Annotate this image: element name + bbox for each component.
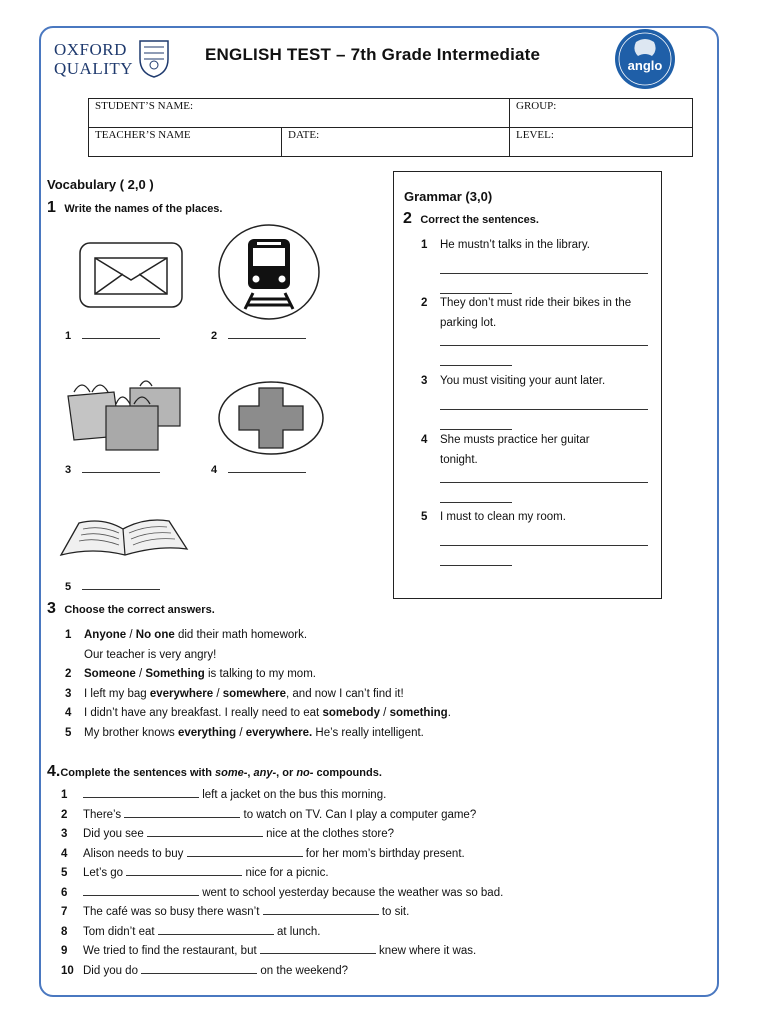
q4-blank-10[interactable] (141, 973, 257, 974)
grammar-answer-3a[interactable] (440, 409, 648, 410)
q4-blank-5[interactable] (126, 875, 242, 876)
q4-item-4-pre: Alison needs to buy (83, 847, 187, 860)
grammar-item-2 (421, 293, 656, 373)
q4-item-10-num: 10 (61, 964, 74, 977)
q3-list (65, 626, 451, 743)
q4-or: , or (276, 767, 297, 779)
q4-item-7-post: to sit. (378, 906, 410, 918)
q4-blank-3[interactable] (147, 836, 263, 837)
grammar-answer-5a[interactable] (440, 545, 648, 546)
q4-item-2 (61, 806, 503, 826)
level-cell[interactable]: LEVEL: (510, 128, 693, 157)
q1-number: 1 (47, 199, 56, 216)
q4-item-10-post: on the weekend? (257, 964, 348, 977)
q4-any: any- (253, 767, 277, 779)
grammar-item-4 (421, 430, 656, 510)
vocab-answer-3[interactable] (82, 472, 160, 473)
q4-item-7 (61, 903, 503, 923)
q4-number: 4. (47, 763, 61, 780)
open-book-icon (59, 515, 189, 559)
grammar-item-3-text: You must visiting your aunt later. (440, 375, 606, 387)
q3-item-1-line2: Our teacher is very angry! (84, 648, 217, 661)
page-title: ENGLISH TEST – 7th Grade Intermediate (205, 45, 541, 64)
grammar-item-5-num: 5 (421, 511, 428, 523)
vocab-label-3-num: 3 (65, 464, 72, 476)
q3-item-4-opt2[interactable]: something (389, 707, 448, 719)
q4-instruction-pre: Complete the sentences with (60, 767, 215, 779)
q4-blank-4[interactable] (187, 856, 303, 857)
q4-blank-7[interactable] (263, 914, 379, 915)
vocab-label-2-num: 2 (211, 330, 218, 342)
q4-item-10 (61, 962, 503, 982)
q3-item-2: 2 Someone / Something is talking to my mom. (65, 665, 451, 685)
grammar-answer-2a[interactable] (440, 345, 648, 346)
q3-item-2-opt1[interactable]: Someone (84, 668, 136, 680)
vocab-label-4-num: 4 (211, 464, 218, 476)
vocab-label-1 (65, 330, 160, 342)
q1-instruction: Write the names of the places. (64, 203, 223, 215)
q4-item-2-post: to watch on TV. Can I play a computer game? (240, 808, 477, 821)
q3-item-3-opt1[interactable]: everywhere (149, 687, 214, 700)
q2-header (403, 210, 539, 228)
q2-number: 2 (403, 210, 412, 227)
grammar-item-5-text: I must to clean my room. (440, 511, 566, 523)
q4-item-5-post: nice for a picnic. (242, 867, 329, 879)
q3-item-4-num: 4 (65, 707, 72, 719)
q3-item-3: 3 I left my bag everywhere / somewhere, and now I can’t find it! (65, 685, 451, 705)
anglo-logo-icon (614, 28, 676, 90)
q1-header (47, 199, 222, 217)
vocab-label-5 (65, 581, 160, 593)
q2-instruction: Correct the sentences. (420, 214, 539, 226)
q4-item-1-num: 1 (61, 789, 68, 801)
q4-item-8-pre: Tom didn’t eat (83, 925, 158, 938)
oxford-quality-logo (54, 40, 133, 78)
q3-item-1-opt2[interactable]: No one (135, 629, 175, 641)
grammar-item-2-text: They don’t must ride their bikes in the (440, 297, 632, 309)
grammar-item-1-num: 1 (421, 239, 428, 251)
q3-item-4-rest: . (447, 707, 451, 719)
brand-line2: QUALITY (54, 59, 134, 78)
q4-item-4-num: 4 (61, 847, 68, 860)
q3-item-1: 1 Anyone / No one did their math homework. (65, 626, 451, 646)
q3-item-2-opt2[interactable]: Something (145, 668, 205, 680)
vocabulary-title: Vocabulary ( 2,0 ) (47, 177, 154, 192)
group-cell[interactable]: GROUP: (510, 99, 693, 128)
q3-item-2-num: 2 (65, 668, 72, 680)
grammar-item-2-lines (440, 333, 656, 373)
q4-instruction-post: compounds. (313, 767, 382, 779)
grammar-item-1-text: He mustn’t talks in the library. (440, 239, 590, 251)
q3-item-4-opt1[interactable]: somebody (322, 707, 380, 719)
q3-item-2-rest: is talking to my mom. (204, 668, 316, 680)
q3-item-5: 5 My brother knows everything / everywhere. He’s really intelligent. (65, 724, 451, 744)
q3-item-1-rest: did their math homework. (174, 629, 308, 641)
q4-item-9 (61, 942, 503, 962)
q4-item-6-post: went to school yesterday because the weather was so bad. (199, 886, 504, 899)
grammar-answer-4b[interactable] (440, 502, 512, 503)
logo-text: anglo (627, 58, 663, 73)
grammar-answer-4a[interactable] (440, 482, 648, 483)
q3-item-5-opt2[interactable]: everywhere. (245, 726, 313, 739)
q3-item-4-pre: I didn’t have any breakfast. I really need to eat (84, 707, 323, 719)
q3-item-5-pre: My brother knows (84, 726, 178, 739)
q4-item-5-pre: Let’s go (83, 867, 127, 879)
grammar-item-5-lines (440, 533, 656, 573)
crest-icon (136, 37, 172, 79)
vocab-label-4 (211, 464, 306, 476)
vocab-answer-2[interactable] (228, 338, 306, 339)
vocab-answer-5[interactable] (82, 589, 160, 590)
grammar-answer-1a[interactable] (440, 273, 648, 274)
q4-header: 4.Complete the sentences with some-, any-, or no- compounds. (47, 763, 382, 780)
q4-item-3 (61, 825, 503, 845)
q3-item-3-num: 3 (65, 687, 72, 700)
grammar-answer-2b[interactable] (440, 365, 512, 366)
student-info-table (88, 98, 693, 157)
q3-item-5-num: 5 (65, 726, 72, 739)
grammar-answer-5b[interactable] (440, 565, 512, 566)
q4-blank-6[interactable] (83, 895, 199, 896)
vocab-label-3 (65, 464, 160, 476)
q3-header (47, 600, 215, 618)
vocab-label-5-num: 5 (65, 581, 72, 593)
q3-item-3-rest: , and now I can’t find it! (286, 687, 404, 700)
brand-line1: OXFORD (54, 40, 127, 59)
train-icon (217, 223, 321, 321)
q4-some: some- (215, 767, 248, 779)
grammar-item-2-line2: parking lot. (440, 317, 497, 329)
grammar-item-2-num: 2 (421, 297, 428, 309)
q3-instruction: Choose the correct answers. (64, 604, 215, 616)
grammar-item-4-num: 4 (421, 434, 428, 446)
q3-item-4: 4 I didn’t have any breakfast. I really need to eat somebody / something. (65, 704, 451, 724)
q4-item-8-post: at lunch. (273, 925, 321, 938)
q3-number: 3 (47, 600, 56, 617)
q4-item-1 (61, 786, 503, 806)
envelope-icon (79, 242, 183, 308)
grammar-item-3-num: 3 (421, 375, 428, 387)
vocab-label-2 (211, 330, 306, 342)
q4-item-9-num: 9 (61, 945, 68, 957)
hospital-cross-icon (217, 380, 325, 456)
q4-item-7-num: 7 (61, 906, 68, 918)
grammar-item-3 (421, 371, 656, 437)
q4-blank-2[interactable] (124, 817, 240, 818)
grammar-item-4-lines (440, 470, 656, 510)
q4-item-9-post: knew where it was. (375, 945, 477, 957)
teacher-name-cell[interactable]: TEACHER’S NAME (89, 128, 282, 157)
date-cell[interactable]: DATE: (282, 128, 510, 157)
q4-item-4-post: for her mom’s birthday present. (302, 847, 465, 860)
q4-item-6-num: 6 (61, 886, 68, 899)
vocab-answer-4[interactable] (228, 472, 306, 473)
q3-item-1-num: 1 (65, 629, 72, 641)
q4-item-4 (61, 845, 503, 865)
vocab-label-1-num: 1 (65, 330, 72, 342)
student-name-cell[interactable]: STUDENT’S NAME: (89, 99, 510, 128)
q4-blank-8[interactable] (158, 934, 274, 935)
grammar-item-1 (421, 235, 656, 301)
q4-item-3-post: nice at the clothes store? (262, 828, 394, 840)
q4-list (61, 786, 503, 981)
grammar-item-4-text: She musts practice her guitar (440, 434, 590, 446)
q4-blank-1[interactable] (83, 797, 199, 798)
q4-item-9-pre: We tried to find the restaurant, but (83, 945, 260, 957)
q4-no: no- (296, 767, 314, 779)
q4-item-5 (61, 864, 503, 884)
q4-item-7-pre: The café was so busy there wasn’t (83, 906, 263, 918)
q3-item-3-opt2[interactable]: somewhere (222, 687, 287, 700)
q4-item-5-num: 5 (61, 867, 68, 879)
vocab-answer-1[interactable] (82, 338, 160, 339)
q4-blank-9[interactable] (260, 953, 376, 954)
q4-item-1-post: left a jacket on the bus this morning. (199, 789, 387, 801)
q4-item-3-pre: Did you see (83, 828, 147, 840)
grammar-item-4-line2: tonight. (440, 454, 478, 466)
q3-item-5-opt1[interactable]: everything (177, 726, 237, 739)
q3-item-5-rest: He’s really intelligent. (312, 726, 424, 739)
q4-item-3-num: 3 (61, 828, 68, 840)
q4-item-6 (61, 884, 503, 904)
shopping-bags-icon (64, 378, 184, 454)
q4-item-8 (61, 923, 503, 943)
q3-item-1-opt1[interactable]: Anyone (84, 629, 127, 641)
q4-item-2-num: 2 (61, 808, 68, 821)
q4-item-8-num: 8 (61, 925, 68, 938)
grammar-item-5 (421, 507, 656, 573)
q4-item-2-pre: There’s (83, 808, 125, 821)
q3-item-3-pre: I left my bag (84, 687, 150, 700)
grammar-title: Grammar (3,0) (404, 189, 493, 204)
q4-item-10-pre: Did you do (83, 964, 142, 977)
